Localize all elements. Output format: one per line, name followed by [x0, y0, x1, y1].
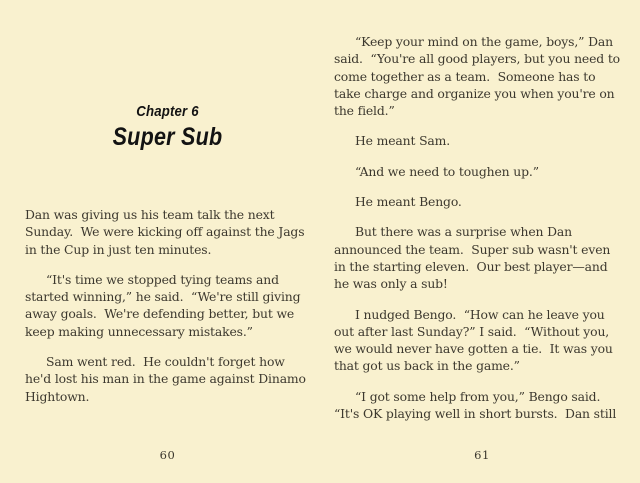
- page-right: [334, 0, 624, 483]
- paragraph: I nudged Bengo. “How can he leave you out after last Sunday?” I said. “Without you, we would never have gotten a tie. It was you that got us back in the game.”: [334, 306, 617, 374]
- paragraph: “I got some help from you,” Bengo said. “It's OK playing well in short bursts. Dan still: [334, 388, 617, 422]
- paragraph: He meant Bengo.: [355, 194, 462, 210]
- paragraph: “Keep your mind on the game, boys,” Dan said. “You're all good players, but you need to come together as a team. Someone has to take charge and organize you when you're on the field.”: [334, 34, 624, 119]
- paragraph: Dan was giving us his team talk the next Sunday. We were kicking off against the Jags in the Cup in just ten minutes.: [25, 207, 309, 257]
- page-left: [25, 0, 310, 483]
- paragraph: But there was a surprise when Dan announced the team. Super sub wasn't even in the starting eleven. Our best player—and he was only a sub!: [334, 224, 615, 292]
- chapter-title: Super Sub: [112, 123, 223, 151]
- paragraph: “It's time we stopped tying teams and started winning,” he said. “We're still giving away goals. We're defending better, but we keep making unnecessary mistakes.”: [25, 271, 305, 339]
- paragraph: He meant Sam.: [355, 133, 451, 149]
- right-page-text: [334, 33, 624, 435]
- paragraph: Sam went red. He couldn't forget how he'd lost his man in the game against Dinamo Hightown.: [25, 354, 310, 404]
- chapter-heading: [25, 103, 310, 152]
- paragraph: “And we need to toughen up.”: [355, 163, 539, 179]
- page-number-right: 61: [474, 448, 490, 462]
- left-page-text: [25, 206, 310, 418]
- chapter-number: Chapter 6: [136, 103, 199, 120]
- page-number-left: 60: [159, 448, 176, 462]
